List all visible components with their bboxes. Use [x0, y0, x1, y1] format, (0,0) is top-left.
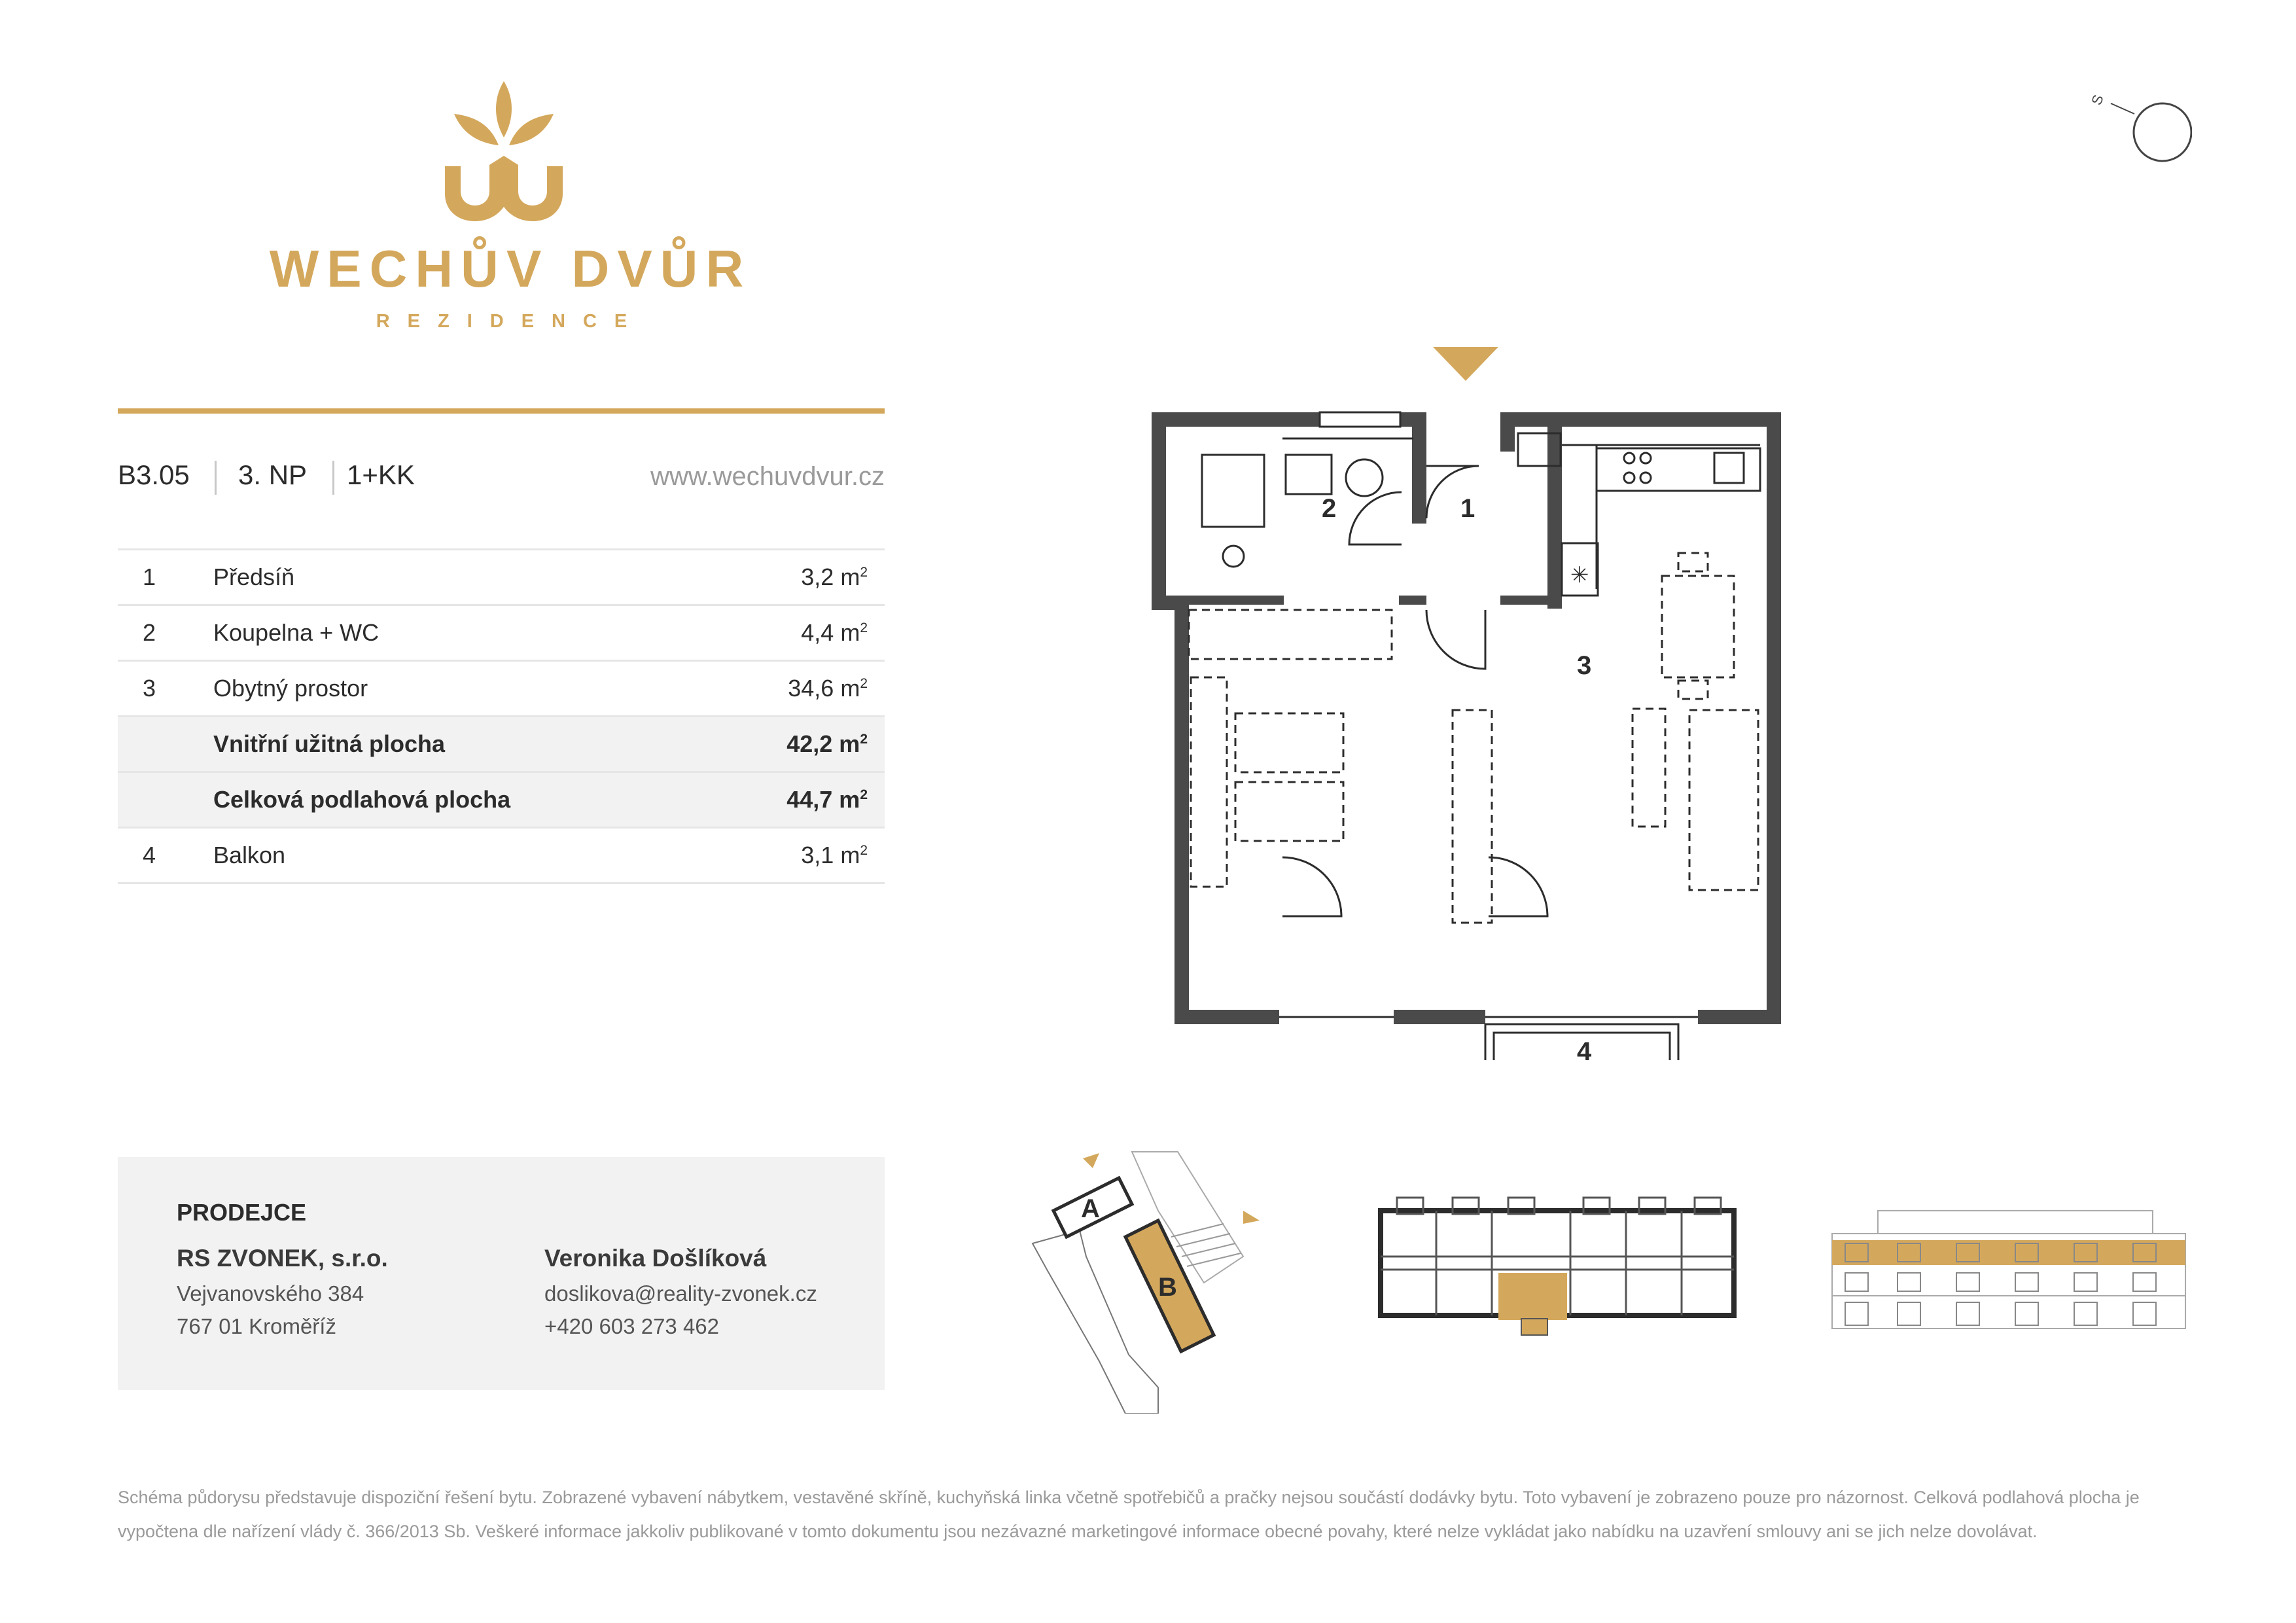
- seller-title: PRODEJCE: [177, 1199, 307, 1226]
- direction-arrow-icon: [1083, 1153, 1099, 1168]
- room-name: Předsíň: [213, 563, 295, 590]
- table-row: [118, 604, 885, 660]
- floor-plan: [1139, 340, 1793, 1060]
- room-number: 2: [143, 619, 156, 646]
- room-number: 3: [143, 675, 156, 702]
- seller-panel: [118, 1157, 885, 1390]
- compass-icon: [2087, 85, 2192, 177]
- building-a-label: A: [1081, 1194, 1100, 1223]
- room-area: 34,6 $m^2$: [788, 675, 868, 702]
- disclaimer-text: Schéma půdorysu představuje dispoziční řešení bytu. Zobrazené vybavení nábytkem, vestavěné skříně, kuchyňská linka včetně spotřebičů a pračky nejsou součástí dodávky bytu. Toto vybavení je zobrazeno pouze pro názornost. Celková podlahová plocha je vypočtena dle nařízení vlády č. 366/2013 Sb. Veškeré informace jakkoliv publikované v tomto dokumentu jsou nezávazné marketingové informace obecné povahy, které nelze vykládat jako nabídku na uzavření smlouvy ani se jich nelze dovolávat.: [118, 1488, 2140, 1541]
- unit-code: B3.05: [118, 459, 190, 490]
- room-area: 4,4 $m^2$: [801, 619, 868, 646]
- total-row: [118, 715, 885, 771]
- separator: [215, 461, 217, 495]
- entrance-arrow-icon: [1433, 347, 1498, 381]
- total-name: Vnitřní užitná plocha: [213, 730, 446, 757]
- room-area: 3,2 $m^2$: [801, 563, 868, 590]
- facade-elevation: [1826, 1204, 2192, 1335]
- company-street: Vejvanovského 384: [177, 1281, 364, 1306]
- table-row: [118, 548, 885, 604]
- plan-label-3: 3: [1577, 651, 1592, 680]
- table-row: [118, 827, 885, 884]
- separator: [332, 461, 334, 495]
- agent-phone-link[interactable]: +420 603 273 462: [544, 1314, 720, 1338]
- building-b-label: B: [1158, 1273, 1177, 1302]
- rooms-table: [118, 548, 885, 884]
- compass-label: S: [2088, 92, 2107, 107]
- total-area: 44,7 $m^2$: [786, 786, 868, 813]
- plan-label-2: 2: [1322, 494, 1337, 523]
- plan-label-1: 1: [1460, 494, 1475, 523]
- leaf-w-logo-icon: [438, 79, 569, 223]
- plan-label-4: 4: [1577, 1037, 1592, 1060]
- unit-floor: 3. NP: [238, 459, 308, 490]
- company-city: 767 01 Kroměříž: [177, 1314, 336, 1338]
- table-row: [118, 660, 885, 715]
- agent-email-link[interactable]: doslikova@reality-zvonek.cz: [544, 1281, 817, 1306]
- company-name: RS ZVONEK, s.r.o.: [177, 1245, 388, 1272]
- agent-name: Veronika Došlíková: [544, 1245, 767, 1272]
- floor-key-plan: [1374, 1185, 1740, 1348]
- fan-icon: ✳: [1570, 563, 1589, 588]
- unit-layout: 1+KK: [347, 459, 415, 490]
- brand-subtitle: REZIDENCE: [376, 311, 645, 332]
- room-name: Koupelna + WC: [213, 619, 380, 646]
- direction-arrow-icon: [1243, 1211, 1260, 1224]
- website-link[interactable]: www.wechuvdvur.cz: [650, 462, 885, 491]
- total-name: Celková podlahová plocha: [213, 786, 511, 813]
- brand-name: WECHŮV DVŮR: [269, 240, 752, 298]
- room-number: 4: [143, 842, 156, 868]
- total-area: 42,2 $m^2$: [786, 730, 868, 757]
- room-area: 3,1 $m^2$: [801, 842, 868, 868]
- room-number: 1: [143, 563, 156, 590]
- room-name: Balkon: [213, 842, 286, 868]
- room-name: Obytný prostor: [213, 675, 368, 702]
- site-map: [1027, 1139, 1276, 1414]
- divider-line: [118, 408, 885, 414]
- total-row: [118, 771, 885, 827]
